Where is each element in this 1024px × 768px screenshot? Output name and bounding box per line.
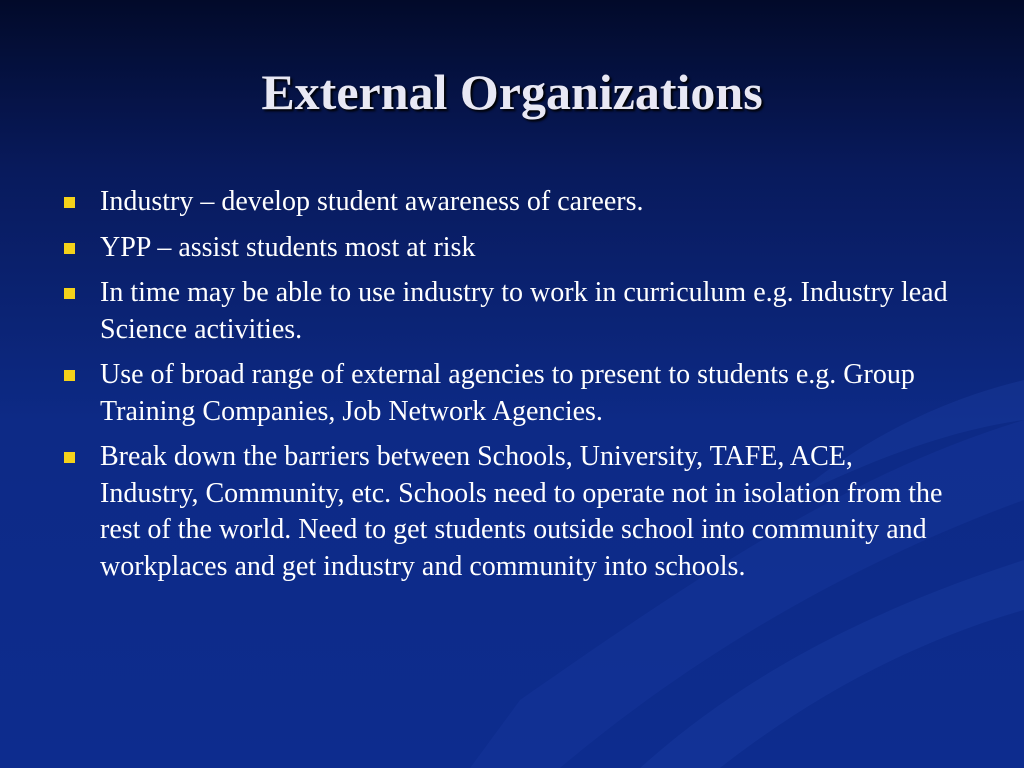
bullet-item [62,230,952,267]
bullet-text: Break down the barriers between Schools, University, TAFE, ACE, Industry, Community, etc. Schools need to operate not in isolation from the rest of the world. Need to get students outside school into community and workplaces and get industry and community into schools. [100,441,943,582]
bullet-text: In time may be able to use industry to work in curriculum e.g. Industry lead Science activities. [100,277,948,345]
square-bullet-icon [64,243,75,254]
square-bullet-icon [64,452,75,463]
bullet-list [62,184,952,594]
bullet-item [62,357,952,430]
bullet-item [62,439,952,585]
bullet-text: Use of broad range of external agencies to present to students e.g. Group Training Companies, Job Network Agencies. [100,359,915,427]
bullet-item [62,275,952,348]
bullet-text: Industry – develop student awareness of careers. [100,186,644,217]
bullet-item [62,184,952,221]
square-bullet-icon [64,288,75,299]
square-bullet-icon [64,370,75,381]
square-bullet-icon [64,197,75,208]
slide-title: External Organizations [261,64,763,120]
bullet-text: YPP – assist students most at risk [100,231,476,263]
